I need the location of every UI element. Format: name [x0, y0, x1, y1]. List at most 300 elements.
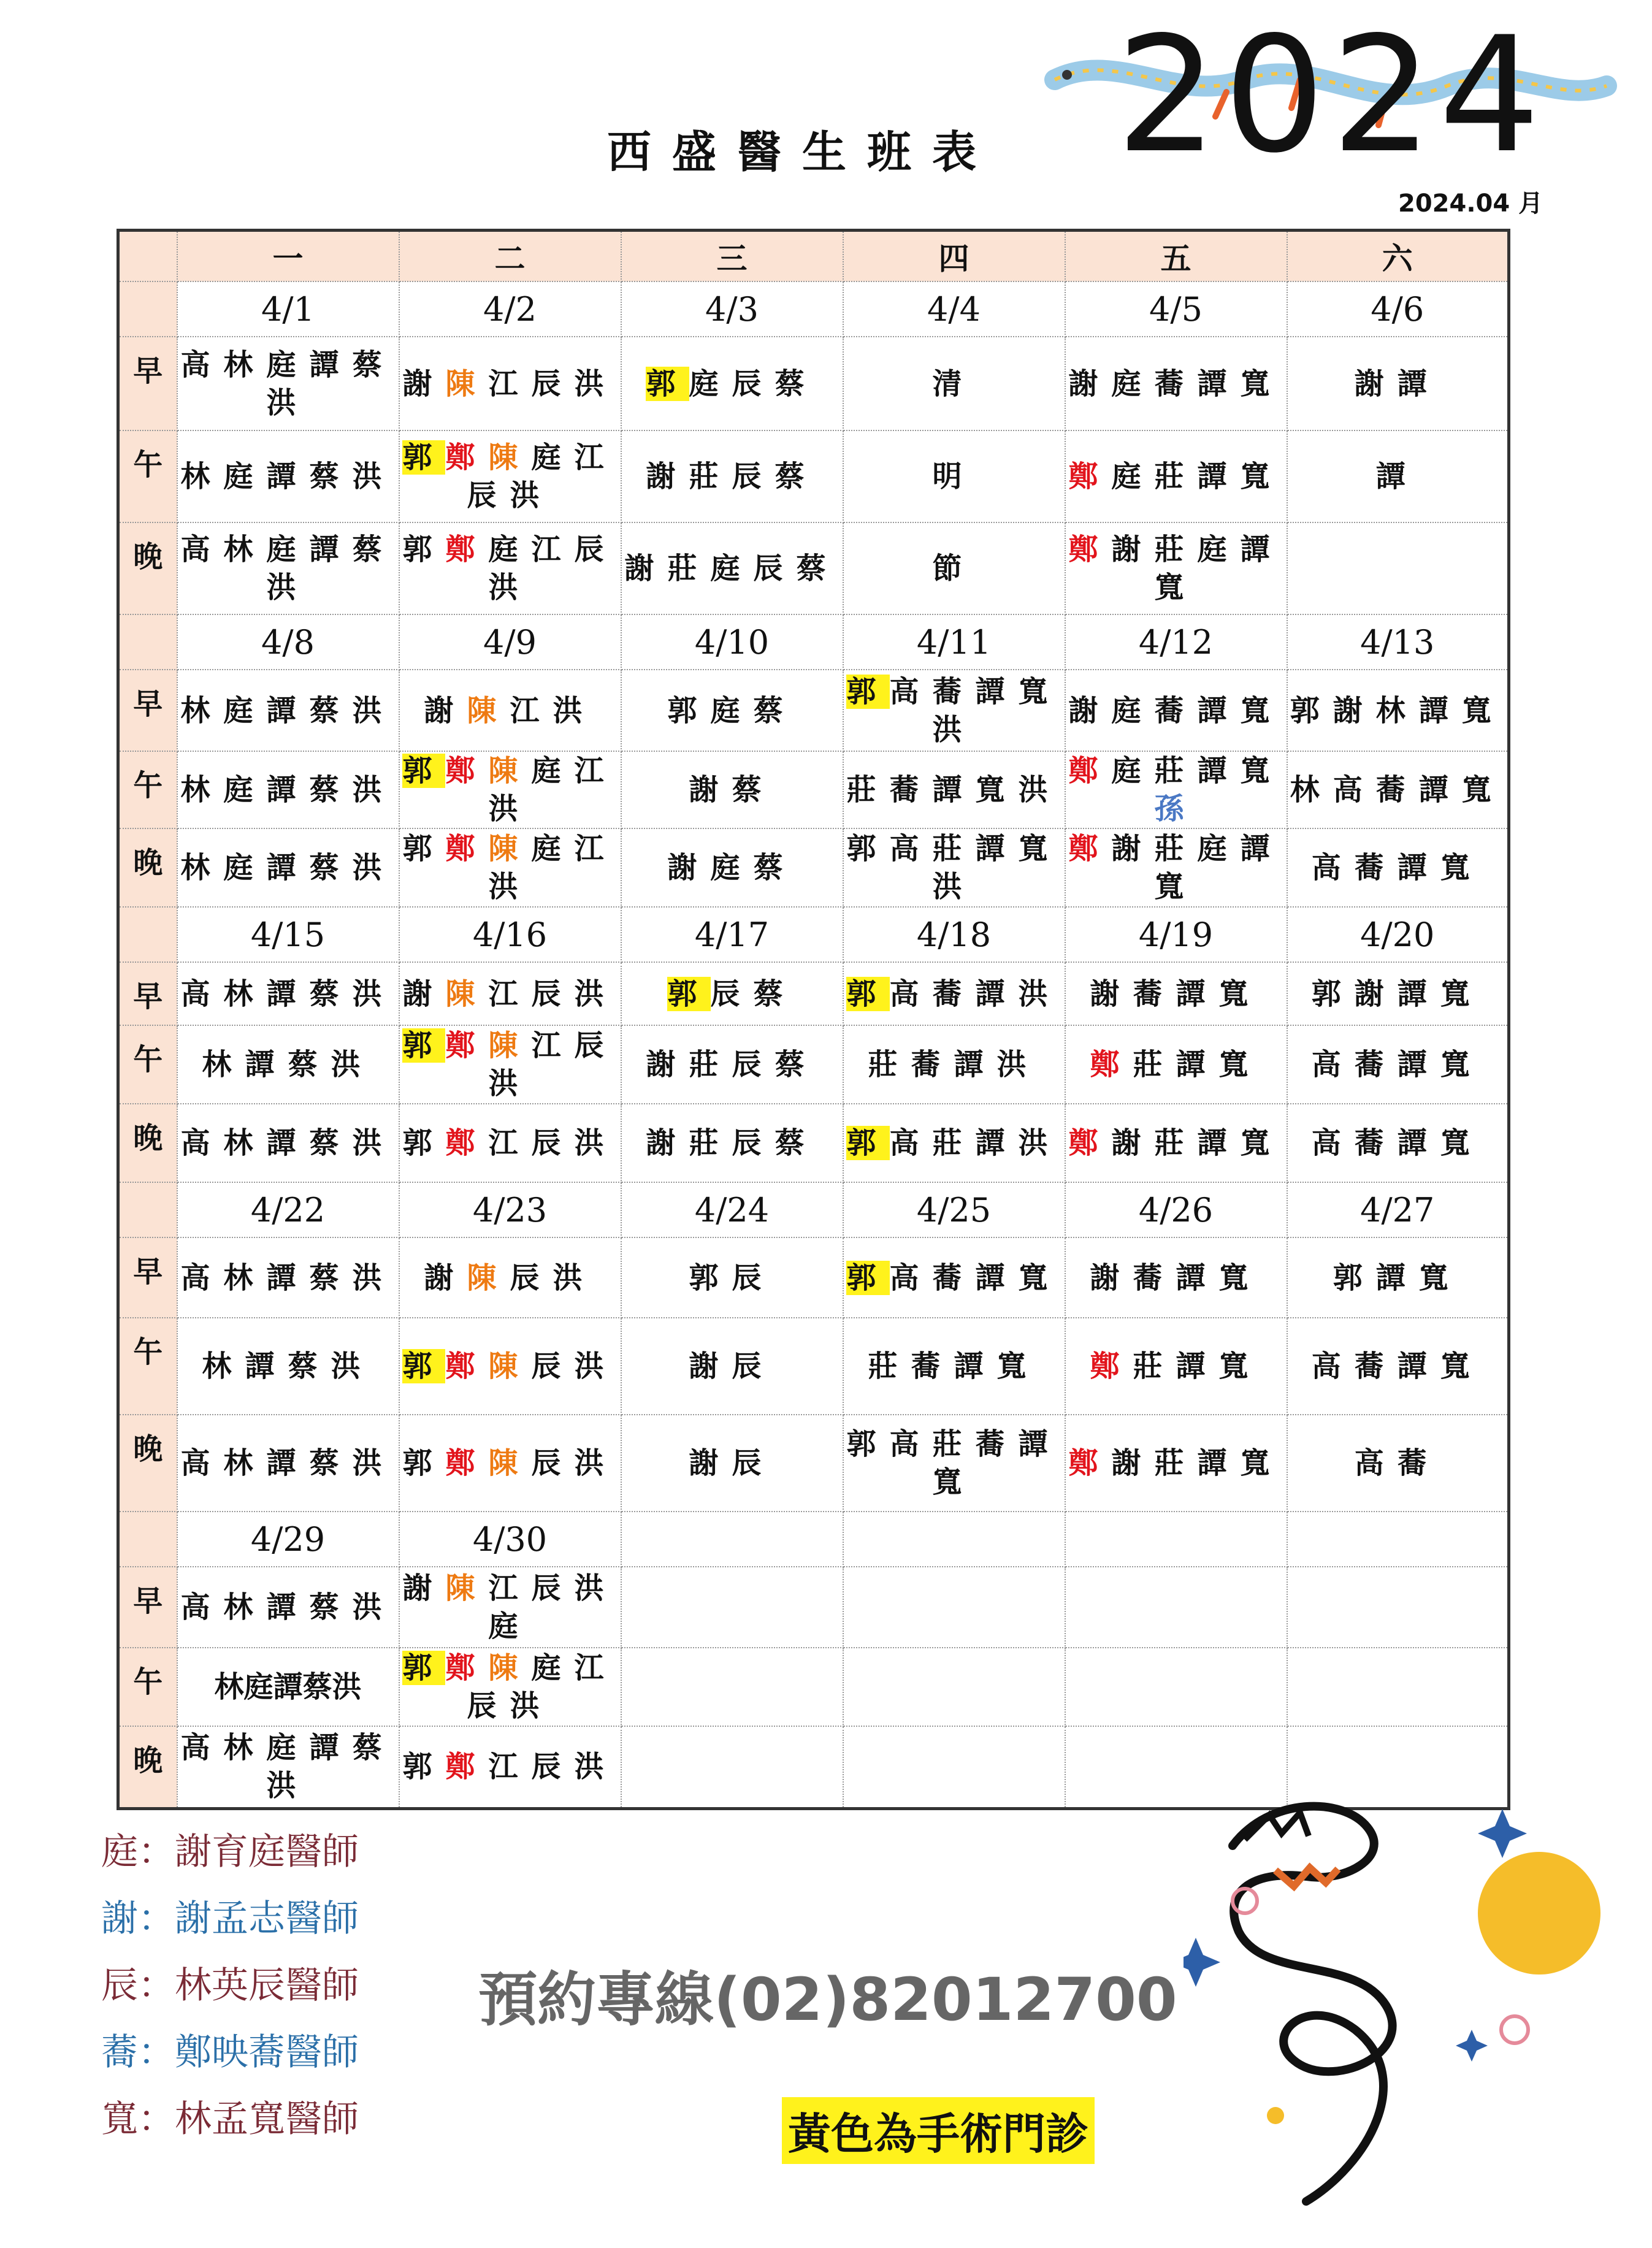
doctor-code: 陳: [467, 1260, 510, 1295]
shift-cell: [843, 828, 1065, 907]
doctor-code: 辰洪: [531, 1349, 618, 1383]
shift-cell: [1065, 1025, 1287, 1104]
shift-cell: [621, 430, 843, 522]
doctor-code: 郭: [846, 674, 890, 709]
doctor-code: 江辰洪: [488, 1126, 618, 1160]
shift-cell: [177, 962, 399, 1025]
shift-cell: [621, 828, 843, 907]
period-label: 午: [118, 430, 177, 522]
doctor-code: 高蕎: [1354, 1446, 1440, 1480]
legend-item: [101, 1964, 359, 2034]
shift-cell: [843, 670, 1065, 751]
doctor-code: 陳: [488, 1446, 532, 1480]
period-row: [118, 962, 1509, 1025]
shift-cell: [843, 1648, 1065, 1726]
doctor-code: 高蕎譚寬: [1311, 851, 1483, 885]
shift-cell: [1287, 1237, 1509, 1318]
doctor-code: 郭: [667, 976, 711, 1011]
doctor-code: 庭江洪: [488, 754, 618, 826]
date-cell: 4/27: [1287, 1182, 1509, 1237]
weekday-header: 三: [621, 231, 843, 282]
doctor-code: 陳: [467, 693, 510, 728]
doctor-code: 郭: [402, 754, 446, 788]
period-label: 早: [118, 1237, 177, 1318]
period-row: [118, 1104, 1509, 1182]
doctor-code: 莊譚寬: [1133, 1047, 1262, 1082]
shift-cell: [1065, 1237, 1287, 1318]
doctor-legend: [101, 1830, 359, 2168]
shift-cell: [1287, 1318, 1509, 1415]
shift-cell: [621, 1318, 843, 1415]
date-cell: 4/2: [399, 281, 621, 337]
period-row: [118, 828, 1509, 907]
date-cell: [843, 1512, 1065, 1567]
shift-cell: [1065, 337, 1287, 430]
period-label: 晚: [118, 522, 177, 614]
doctor-code: 莊譚寬: [1133, 1349, 1262, 1383]
shift-cell: [399, 751, 621, 828]
shift-cell: [843, 751, 1065, 828]
shift-cell: [399, 430, 621, 522]
doctor-code: 陳: [488, 754, 532, 788]
doctor-code: 鄭: [1090, 1349, 1133, 1383]
period-label: 晚: [118, 1726, 177, 1808]
shift-cell: [1287, 522, 1509, 614]
period-row: [118, 1318, 1509, 1415]
shift-cell: [1287, 1648, 1509, 1726]
date-cell: 4/10: [621, 614, 843, 670]
doctor-code: 鄭: [445, 1651, 489, 1685]
legend-text: ：鄭映蕎醫師: [138, 2031, 359, 2074]
date-row: [118, 614, 1509, 670]
doctor-code: 高林庭譚蔡洪: [180, 1730, 396, 1803]
period-label: 早: [118, 962, 177, 1025]
date-cell: 4/20: [1287, 907, 1509, 962]
shift-cell: [399, 670, 621, 751]
doctor-code: 庭莊譚寬: [1111, 754, 1283, 788]
period-label: 午: [118, 751, 177, 828]
date-cell: 4/18: [843, 907, 1065, 962]
shift-cell: [621, 1567, 843, 1648]
shift-cell: [1065, 1415, 1287, 1512]
shift-cell: [843, 1104, 1065, 1182]
shift-cell: [843, 1726, 1065, 1808]
dragon-2024-icon: [1042, 12, 1619, 172]
weekday-header: 二: [399, 231, 621, 282]
shift-cell: [621, 337, 843, 430]
shift-cell: [1065, 828, 1287, 907]
shift-cell: [399, 337, 621, 430]
shift-cell: [177, 1567, 399, 1648]
doctor-code: 陳: [488, 832, 532, 866]
shift-cell: [1287, 337, 1509, 430]
legend-key: 蕎: [101, 2031, 138, 2074]
doctor-code: 陳: [445, 1571, 489, 1605]
doctor-code: 謝: [424, 1260, 467, 1295]
shift-cell: [177, 670, 399, 751]
shift-cell: [621, 1025, 843, 1104]
shift-cell: [843, 337, 1065, 430]
doctor-code: 庭辰蔡: [689, 366, 818, 401]
shift-cell: [843, 1567, 1065, 1648]
doctor-code: 江辰洪庭: [488, 1571, 618, 1643]
doctor-code: 江辰洪: [488, 366, 618, 401]
date-row-label: [118, 281, 177, 337]
legend-text: ：林孟寬醫師: [138, 2098, 359, 2141]
period-label: 早: [118, 1567, 177, 1648]
doctor-code: 郭: [402, 1126, 446, 1160]
shift-cell: [1287, 670, 1509, 751]
date-cell: 4/15: [177, 907, 399, 962]
shift-cell: [1065, 962, 1287, 1025]
doctor-code: 孫: [1154, 792, 1198, 826]
doctor-code: 謝庭蕎譚寬: [1068, 693, 1283, 728]
doctor-code: 節: [932, 551, 976, 586]
shift-cell: [399, 1104, 621, 1182]
shift-cell: [399, 1726, 621, 1808]
doctor-code: 郭謝譚寬: [1311, 976, 1483, 1011]
shift-cell: [1287, 751, 1509, 828]
doctor-code: 辰洪: [510, 1260, 596, 1295]
doctor-code: 江辰洪: [488, 1028, 618, 1101]
doctor-code: 謝莊辰蔡: [646, 1126, 818, 1160]
shift-cell: [1065, 751, 1287, 828]
doctor-code: 鄭: [445, 1446, 489, 1480]
doctor-code: 鄭: [1068, 1126, 1112, 1160]
shift-cell: [621, 1237, 843, 1318]
period-row: [118, 670, 1509, 751]
doctor-code: 郭: [402, 1749, 446, 1784]
doctor-code: 鄭: [445, 832, 489, 866]
date-cell: [1065, 1512, 1287, 1567]
doctor-code: 謝辰: [689, 1349, 775, 1383]
shift-cell: [177, 1237, 399, 1318]
doctor-code: 鄭: [1068, 459, 1112, 494]
weekday-header: 一: [177, 231, 399, 282]
doctor-code: 莊蕎譚洪: [868, 1047, 1040, 1082]
doctor-code: 謝: [402, 1571, 446, 1605]
shift-cell: [1065, 522, 1287, 614]
doctor-code: 郭: [402, 832, 446, 866]
shift-cell: [1287, 828, 1509, 907]
shift-cell: [621, 962, 843, 1025]
date-cell: 4/11: [843, 614, 1065, 670]
doctor-code: 鄭: [1068, 532, 1112, 567]
date-cell: 4/5: [1065, 281, 1287, 337]
doctor-code: 陳: [488, 1651, 532, 1685]
doctor-code: 謝辰: [689, 1446, 775, 1480]
date-row: [118, 281, 1509, 337]
doctor-code: 郭謝林譚寬: [1290, 693, 1505, 728]
doctor-code: 謝莊譚寬: [1111, 1446, 1283, 1480]
doctor-code: 陳: [488, 1349, 532, 1383]
doctor-code: 謝莊庭辰蔡: [624, 551, 839, 586]
schedule-body: [118, 281, 1509, 1808]
shift-cell: [177, 337, 399, 430]
shift-cell: [399, 1648, 621, 1726]
date-row: [118, 907, 1509, 962]
doctor-code: 高蕎譚寬: [1311, 1349, 1483, 1383]
legend-item: [101, 1897, 359, 1967]
doctor-code: 謝莊庭譚寬: [1111, 532, 1283, 605]
shift-cell: [1065, 1318, 1287, 1415]
doctor-code: 莊蕎譚寬洪: [846, 773, 1061, 807]
doctor-code: 譚: [1375, 459, 1419, 494]
shift-cell: [399, 1567, 621, 1648]
doctor-code: 郭: [402, 1349, 446, 1383]
doctor-code: 郭譚寬: [1333, 1260, 1462, 1295]
doctor-code: 高蕎譚洪: [889, 976, 1061, 1011]
period-row: [118, 430, 1509, 522]
date-cell: 4/29: [177, 1512, 399, 1567]
doctor-code: 郭: [846, 1260, 890, 1295]
doctor-code: 高林譚蔡洪: [180, 1260, 396, 1295]
doctor-code: 郭高莊譚寬洪: [846, 832, 1061, 904]
doctor-code: 郭: [646, 366, 689, 401]
shift-cell: [399, 1318, 621, 1415]
page-title: 西盛醫生班表: [607, 126, 998, 178]
date-cell: [1287, 1512, 1509, 1567]
doctor-code: 高蕎譚寬洪: [889, 674, 1061, 747]
legend-item: [101, 2098, 359, 2168]
doctor-code: 莊蕎譚寬: [868, 1349, 1040, 1383]
doctor-code: 謝: [402, 976, 446, 1011]
shift-cell: [621, 1726, 843, 1808]
date-cell: 4/12: [1065, 614, 1287, 670]
shift-cell: [621, 670, 843, 751]
doctor-code: 高林譚蔡洪: [180, 1126, 396, 1160]
doctor-code: 郭: [402, 1446, 446, 1480]
doctor-code: 郭: [402, 1651, 446, 1685]
date-row: [118, 1182, 1509, 1237]
doctor-code: 高蕎譚寬: [889, 1260, 1061, 1295]
shift-cell: [843, 522, 1065, 614]
doctor-code: 鄭: [445, 1126, 489, 1160]
doctor-code: 鄭: [445, 440, 489, 475]
doctor-code: 林譚蔡洪: [202, 1047, 374, 1082]
doctor-code: 陳: [445, 366, 489, 401]
shift-cell: [1065, 430, 1287, 522]
doctor-code: 江辰洪: [488, 976, 618, 1011]
doctor-code: 江洪: [510, 693, 596, 728]
doctor-code: 郭高莊蕎譚寬: [846, 1427, 1061, 1499]
legend-item: [101, 2031, 359, 2101]
shift-cell: [843, 1025, 1065, 1104]
doctor-code: 謝譚: [1354, 366, 1440, 401]
shift-cell: [177, 1648, 399, 1726]
period-label: 早: [118, 337, 177, 430]
legend-key: 寬: [101, 2098, 138, 2141]
date-cell: 4/19: [1065, 907, 1287, 962]
date-cell: 4/6: [1287, 281, 1509, 337]
shift-cell: [1065, 670, 1287, 751]
doctor-code: 林庭譚蔡洪: [180, 459, 396, 494]
year-text: 2024: [1116, 12, 1547, 172]
period-row: [118, 1237, 1509, 1318]
shift-cell: [399, 962, 621, 1025]
shift-cell: [177, 751, 399, 828]
shift-cell: [399, 1025, 621, 1104]
date-cell: 4/8: [177, 614, 399, 670]
legend-text: ：謝孟志醫師: [138, 1897, 359, 1940]
shift-cell: [177, 1415, 399, 1512]
doctor-code: 高林庭譚蔡洪: [180, 532, 396, 605]
doctor-code: 高林譚蔡洪: [180, 976, 396, 1011]
legend-text: ：林英辰醫師: [138, 1964, 359, 2007]
doctor-code: 鄭: [1090, 1047, 1133, 1082]
period-label: 晚: [118, 828, 177, 907]
shift-cell: [843, 1318, 1065, 1415]
shift-cell: [621, 1648, 843, 1726]
surgery-note: 黃色為手術門診: [782, 2097, 1095, 2164]
appointment-phone: 預約專線(02)82012700: [478, 1965, 1177, 2034]
doctor-code: 謝: [424, 693, 467, 728]
date-cell: 4/16: [399, 907, 621, 962]
doctor-code: 陳: [488, 1028, 532, 1063]
doctor-code: 鄭: [445, 1349, 489, 1383]
shift-cell: [621, 751, 843, 828]
date-row-label: [118, 1182, 177, 1237]
doctor-code: 庭江辰洪: [467, 440, 618, 513]
legend-item: [101, 1830, 359, 1900]
shift-cell: [177, 522, 399, 614]
doctor-code: 林高蕎譚寬: [1290, 773, 1505, 807]
shift-cell: [177, 1104, 399, 1182]
date-cell: 4/22: [177, 1182, 399, 1237]
date-row: [118, 1512, 1509, 1567]
doctor-code: 謝蔡: [689, 773, 775, 807]
doctor-code: 林庭譚蔡洪: [180, 773, 396, 807]
period-row: [118, 1648, 1509, 1726]
date-cell: 4/3: [621, 281, 843, 337]
date-cell: 4/24: [621, 1182, 843, 1237]
period-label: 晚: [118, 1104, 177, 1182]
shift-cell: [1287, 1567, 1509, 1648]
doctor-code: 謝蕎譚寬: [1090, 976, 1262, 1011]
doctor-code: 江辰洪: [488, 1749, 618, 1784]
corner-cell: [118, 231, 177, 282]
doctor-code: 謝庭蔡: [667, 851, 797, 885]
date-row-label: [118, 907, 177, 962]
doctor-code: 謝莊譚寬: [1111, 1126, 1283, 1160]
doctor-code: 高林譚蔡洪: [180, 1590, 396, 1624]
shift-cell: [177, 1318, 399, 1415]
period-label: 午: [118, 1318, 177, 1415]
date-cell: 4/9: [399, 614, 621, 670]
date-cell: 4/13: [1287, 614, 1509, 670]
legend-key: 謝: [101, 1897, 138, 1940]
legend-key: 辰: [101, 1964, 138, 2007]
doctor-code: 謝: [402, 366, 446, 401]
shift-cell: [843, 962, 1065, 1025]
doctor-code: 高蕎譚寬: [1311, 1126, 1483, 1160]
shift-cell: [1287, 962, 1509, 1025]
shift-cell: [177, 430, 399, 522]
doctor-code: 鄭: [1068, 754, 1112, 788]
doctor-code: 庭江洪: [488, 832, 618, 904]
month-label: 2024.04 月: [1398, 189, 1543, 218]
shift-cell: [399, 1237, 621, 1318]
doctor-code: 林庭譚蔡洪: [180, 693, 396, 728]
weekday-header: 五: [1065, 231, 1287, 282]
date-row-label: [118, 1512, 177, 1567]
doctor-code: 庭江辰洪: [488, 532, 618, 605]
period-row: [118, 751, 1509, 828]
doctor-code: 鄭: [1068, 832, 1112, 866]
period-label: 午: [118, 1025, 177, 1104]
doctor-code: 陳: [488, 440, 532, 475]
doctor-code: 鄭: [445, 1028, 489, 1063]
period-row: [118, 522, 1509, 614]
doctor-code: 謝莊辰蔡: [646, 1047, 818, 1082]
schedule-table: [117, 229, 1510, 1810]
doctor-code: 高林譚蔡洪: [180, 1446, 396, 1480]
shift-cell: [843, 1415, 1065, 1512]
doctor-code: 謝蕎譚寬: [1090, 1260, 1262, 1295]
doctor-code: 清: [932, 366, 976, 401]
date-cell: 4/17: [621, 907, 843, 962]
date-cell: 4/30: [399, 1512, 621, 1567]
shift-cell: [1287, 1415, 1509, 1512]
doctor-code: 謝莊庭譚寬: [1111, 832, 1283, 904]
shift-cell: [1065, 1104, 1287, 1182]
weekday-header: 四: [843, 231, 1065, 282]
doctor-code: 郭: [846, 1126, 890, 1160]
period-row: [118, 1567, 1509, 1648]
weekday-header: 六: [1287, 231, 1509, 282]
doctor-code: 陳: [445, 976, 489, 1011]
doctor-code: 庭江辰洪: [467, 1651, 618, 1723]
doctor-code: 林譚蔡洪: [202, 1349, 374, 1383]
shift-cell: [399, 522, 621, 614]
shift-cell: [1287, 1104, 1509, 1182]
doctor-code: 庭莊譚寬: [1111, 459, 1283, 494]
legend-text: ：謝育庭醫師: [138, 1830, 359, 1873]
doctor-code: 明: [932, 459, 976, 494]
doctor-code: 鄭: [1068, 1446, 1112, 1480]
date-cell: [621, 1512, 843, 1567]
doctor-code: 謝莊辰蔡: [646, 459, 818, 494]
shift-cell: [177, 828, 399, 907]
doctor-code: 郭: [402, 440, 446, 475]
shift-cell: [1065, 1567, 1287, 1648]
shift-cell: [399, 1415, 621, 1512]
doctor-code: 鄭: [445, 754, 489, 788]
shift-cell: [621, 522, 843, 614]
doctor-code: 辰洪: [531, 1446, 618, 1480]
doctor-code: 林庭譚蔡洪: [180, 851, 396, 885]
period-label: 晚: [118, 1415, 177, 1512]
shift-cell: [1287, 430, 1509, 522]
period-row: [118, 1415, 1509, 1512]
doctor-code: 郭: [846, 976, 890, 1011]
period-label: 早: [118, 670, 177, 751]
date-cell: 4/1: [177, 281, 399, 337]
period-label: 午: [118, 1648, 177, 1726]
date-cell: 4/23: [399, 1182, 621, 1237]
shift-cell: [177, 1726, 399, 1808]
shift-cell: [177, 1025, 399, 1104]
shift-cell: [621, 1415, 843, 1512]
date-cell: 4/4: [843, 281, 1065, 337]
doctor-code: 高林庭譚蔡洪: [180, 347, 396, 420]
date-row-label: [118, 614, 177, 670]
legend-key: 庭: [101, 1830, 138, 1873]
doctor-code: 林庭譚蔡洪: [214, 1670, 362, 1704]
date-cell: 4/25: [843, 1182, 1065, 1237]
doctor-code: 郭: [402, 532, 446, 567]
shift-cell: [1065, 1648, 1287, 1726]
